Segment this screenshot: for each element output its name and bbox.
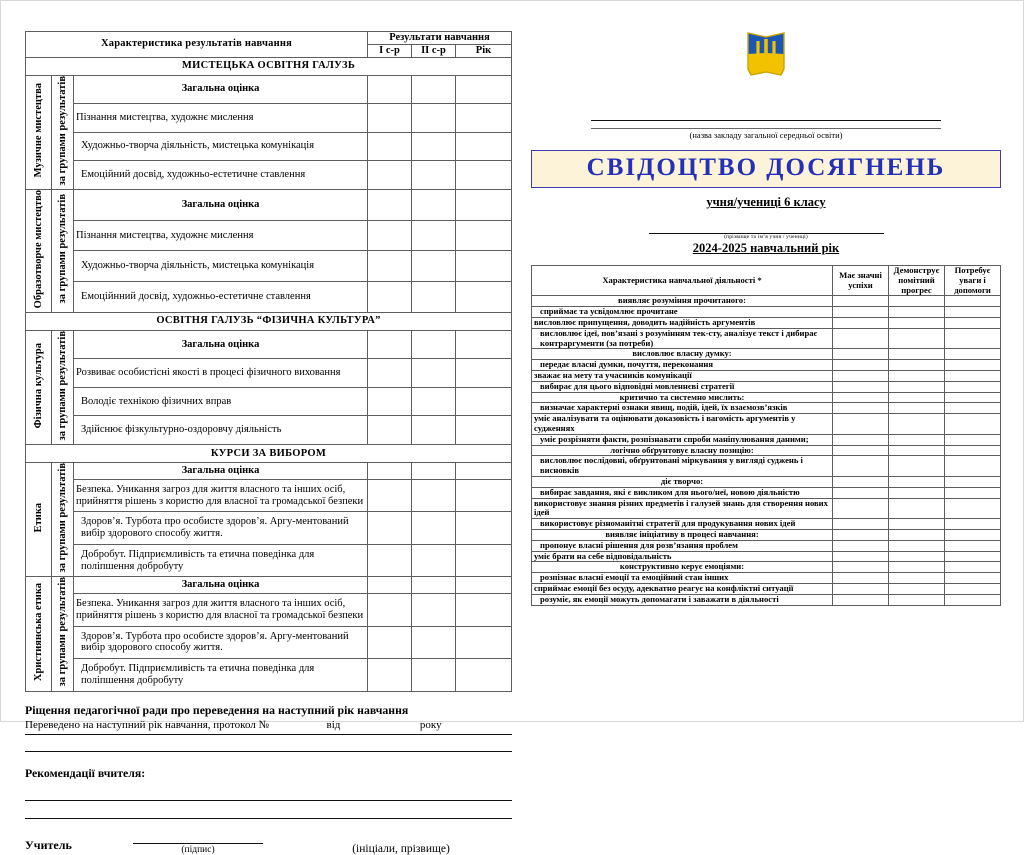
rating-progress[interactable] (889, 381, 945, 392)
overall-grade-label: Загальна оцінка (74, 330, 368, 359)
rating-high[interactable] (833, 403, 889, 414)
criterion-row (26, 659, 512, 691)
group-heading-3: логічно обґрунтовує власну позицію: (532, 445, 833, 456)
mark-term1[interactable] (367, 512, 411, 544)
rating-high[interactable] (833, 551, 889, 562)
group-cell-needs[interactable] (945, 296, 1001, 307)
criterion-row (26, 132, 512, 161)
activity-text: вибирає для цього відповідні мовленнєві стратегії (532, 381, 833, 392)
ukraine-coat-of-arms-icon (745, 29, 787, 81)
criterion-text: Володіє технікою фізичних вправ (74, 387, 368, 416)
rating-progress[interactable] (889, 434, 945, 445)
criterion-text: Художньо-творча діяльність, мистецька комунікація (74, 132, 368, 161)
section-band-row (26, 57, 512, 75)
activity-row (532, 360, 1001, 371)
group-cell-needs[interactable] (945, 476, 1001, 487)
group-heading-row (532, 392, 1001, 403)
criterion-text: Безпека. Уникання загроз для життя власного та інших осіб, прийняття рішень з користю для власної та громадської безпеки (74, 594, 368, 626)
activity-row (532, 403, 1001, 414)
learning-activity-table (531, 265, 1001, 606)
rating-needs[interactable] (945, 487, 1001, 498)
criterion-row (26, 359, 512, 388)
certificate-title: СВІДОЦТВО ДОСЯГНЕНЬ (586, 154, 946, 181)
rating-progress[interactable] (889, 519, 945, 530)
rating-needs[interactable] (945, 551, 1001, 562)
activity-text: використовує різноманітні стратегії для продукування нових ідей (532, 519, 833, 530)
column-header-2: Рік (455, 44, 511, 57)
rating-needs[interactable] (945, 573, 1001, 584)
column-header-1: II с-р (411, 44, 455, 57)
signature-line[interactable] (133, 829, 263, 844)
rating-progress[interactable] (889, 573, 945, 584)
mark-term2[interactable] (411, 220, 455, 251)
subject-name: Музичне мистецтва (26, 75, 52, 189)
group-heading-0: виявляє розуміння прочитаного: (532, 296, 833, 307)
group-cell-progress[interactable] (889, 349, 945, 360)
right-header-row (532, 266, 1001, 296)
signature-field[interactable] (133, 829, 263, 855)
student-name-caption: (прізвище та ім’я учня / учениці) (724, 234, 808, 240)
rating-high[interactable] (833, 328, 889, 349)
activity-row (532, 381, 1001, 392)
rating-needs[interactable] (945, 360, 1001, 371)
rating-progress[interactable] (889, 360, 945, 371)
activity-text: пропонує власні рішення для розв’язання проблем (532, 540, 833, 551)
mark-term1[interactable] (367, 282, 411, 313)
mark-year[interactable] (455, 416, 511, 445)
group-cell-progress[interactable] (889, 562, 945, 573)
group-heading-2: критично та системно мислить: (532, 392, 833, 403)
group-label: за групами результатів (52, 75, 74, 189)
rating-needs[interactable] (945, 594, 1001, 605)
right-page (531, 19, 1001, 709)
mark-term2[interactable] (411, 282, 455, 313)
rating-high[interactable] (833, 594, 889, 605)
mark-term2[interactable] (411, 104, 455, 133)
group-cell-progress[interactable] (889, 529, 945, 540)
rating-progress[interactable] (889, 498, 945, 519)
rating-needs[interactable] (945, 317, 1001, 328)
subject-first-row (26, 189, 512, 220)
criterion-text: Емоційнний досвід, художньо-естетичне ставлення (74, 282, 368, 313)
rating-progress[interactable] (889, 583, 945, 594)
criterion-row (26, 161, 512, 190)
decision-year-label: року (419, 718, 442, 731)
rating-high[interactable] (833, 414, 889, 435)
right-column-header-0: Має значні успіхи (833, 266, 889, 296)
activity-text: уміє розрізняти факти, розпізнавати спроби маніпулювання даними; (532, 434, 833, 445)
activity-text: уміє брати на себе відповідальність (532, 551, 833, 562)
left-page (25, 31, 512, 855)
mark-term1[interactable] (367, 416, 411, 445)
rating-progress[interactable] (889, 370, 945, 381)
section-band-row (26, 445, 512, 463)
mark-term2[interactable] (411, 161, 455, 190)
overall-grade-label: Загальна оцінка (74, 75, 368, 104)
criterion-text: Добробут. Підприємливість та етична поведінка для поліпшення добробуту (74, 544, 368, 576)
group-heading-row (532, 445, 1001, 456)
group-cell-progress[interactable] (889, 445, 945, 456)
mark-term1[interactable] (367, 359, 411, 388)
activity-row (532, 487, 1001, 498)
group-label: за групами результатів (52, 330, 74, 444)
overall-mark-year[interactable] (455, 463, 511, 480)
criterion-row (26, 626, 512, 658)
activity-text: розпізнає власні емоції та емоційний стан інших (532, 573, 833, 584)
group-heading-row (532, 562, 1001, 573)
group-label: за групами результатів (52, 577, 74, 691)
mark-year[interactable] (455, 251, 511, 282)
overall-mark-term1[interactable] (367, 189, 411, 220)
mark-term2[interactable] (411, 594, 455, 626)
group-cell-high[interactable] (833, 445, 889, 456)
decision-line-text: Переведено на наступний рік навчання, протокол № (25, 718, 270, 731)
recommendations-line-2[interactable] (25, 805, 512, 819)
recommendations-title: Рекомендації вчителя: (25, 765, 146, 780)
group-cell-progress[interactable] (889, 392, 945, 403)
group-label: за групами результатів (52, 189, 74, 312)
rating-progress[interactable] (889, 456, 945, 477)
teacher-signature-block (25, 829, 512, 855)
criterion-row (26, 220, 512, 251)
activity-row (532, 551, 1001, 562)
rating-progress[interactable] (889, 307, 945, 318)
recommendations-line-1[interactable] (25, 787, 512, 801)
group-cell-needs[interactable] (945, 392, 1001, 403)
rating-high[interactable] (833, 498, 889, 519)
table-header-row (26, 32, 512, 45)
mark-year[interactable] (455, 359, 511, 388)
mark-year[interactable] (455, 594, 511, 626)
activity-row (532, 370, 1001, 381)
rating-needs[interactable] (945, 519, 1001, 530)
mark-year[interactable] (455, 626, 511, 658)
activity-text: уміє аналізувати та оцінювати доказовість і вагомість аргументів у судженнях (532, 414, 833, 435)
right-column-header-2: Потребує уваги і допомоги (945, 266, 1001, 296)
rating-high[interactable] (833, 519, 889, 530)
mark-year[interactable] (455, 479, 511, 511)
school-caption: (назва закладу загальної середньої освіти) (689, 130, 843, 140)
activity-row (532, 456, 1001, 477)
activity-row (532, 414, 1001, 435)
group-heading-6: конструктивно керує емоціями: (532, 562, 833, 573)
subject-first-row (26, 577, 512, 594)
rating-progress[interactable] (889, 328, 945, 349)
overall-mark-term1[interactable] (367, 330, 411, 359)
criterion-row (26, 512, 512, 544)
student-name-field[interactable] (649, 221, 884, 234)
criterion-text: Художньо-творча діяльність, мистецька комунікація (74, 251, 368, 282)
activity-text: висловлює ідеї, пов’язані з розумінням тек-сту, аналізує текст і дибирає контраргументи (за потреби) (532, 328, 833, 349)
mark-year[interactable] (455, 220, 511, 251)
academic-year: 2024-2025 навчальний рік (692, 241, 840, 255)
criterion-row (26, 479, 512, 511)
criterion-row (26, 104, 512, 133)
section-band-row (26, 312, 512, 330)
mark-term1[interactable] (367, 387, 411, 416)
rating-high[interactable] (833, 370, 889, 381)
criterion-text: Пізнання мистецтва, художнє мислення (74, 220, 368, 251)
group-heading-row (532, 349, 1001, 360)
rating-progress[interactable] (889, 317, 945, 328)
subject-first-row (26, 330, 512, 359)
rating-high[interactable] (833, 540, 889, 551)
group-cell-high[interactable] (833, 349, 889, 360)
decision-protocol-line[interactable] (25, 719, 512, 735)
mark-term2[interactable] (411, 416, 455, 445)
rating-needs[interactable] (945, 540, 1001, 551)
criterion-text: Добробут. Підприємливість та етична поведінка для поліпшення добробуту (74, 659, 368, 691)
rating-high[interactable] (833, 307, 889, 318)
group-heading-row (532, 529, 1001, 540)
subject-name: Образотворче мистецтво (26, 189, 52, 312)
mark-term1[interactable] (367, 161, 411, 190)
rating-progress[interactable] (889, 594, 945, 605)
criterion-row (26, 416, 512, 445)
group-heading-4: діє творчо: (532, 476, 833, 487)
mark-year[interactable] (455, 512, 511, 544)
class-line: учня/учениці 6 класу (706, 195, 826, 209)
mark-term2[interactable] (411, 512, 455, 544)
overall-mark-term1[interactable] (367, 75, 411, 104)
group-heading-1: висловлює власну думку: (532, 349, 833, 360)
activity-row (532, 307, 1001, 318)
criterion-row (26, 387, 512, 416)
mark-term1[interactable] (367, 544, 411, 576)
school-name-underline (591, 121, 941, 129)
group-heading-row (532, 296, 1001, 307)
mark-term2[interactable] (411, 626, 455, 658)
group-heading-5: виявляє ініціативу в процесі навчання: (532, 529, 833, 540)
criterion-row (26, 251, 512, 282)
activity-row (532, 317, 1001, 328)
rating-high[interactable] (833, 487, 889, 498)
rating-high[interactable] (833, 434, 889, 445)
rating-needs[interactable] (945, 583, 1001, 594)
left-table-title: Характеристика результатів навчання (26, 32, 368, 58)
overall-mark-term2[interactable] (411, 189, 455, 220)
group-label: за групами результатів (52, 463, 74, 577)
criterion-text: Емоційний досвід, художньо-естетичне ставлення (74, 161, 368, 190)
criterion-row (26, 544, 512, 576)
subject-name: Етика (26, 463, 52, 577)
overall-mark-term2[interactable] (411, 577, 455, 594)
activity-row (532, 328, 1001, 349)
decision-from-label: від (326, 718, 341, 731)
activity-row (532, 434, 1001, 445)
mark-year[interactable] (455, 387, 511, 416)
column-header-0: I с-р (367, 44, 411, 57)
group-cell-needs[interactable] (945, 562, 1001, 573)
mark-year[interactable] (455, 104, 511, 133)
group-cell-progress[interactable] (889, 296, 945, 307)
rating-high[interactable] (833, 573, 889, 584)
activity-text: висловлює послідовні, обґрунтовані міркування у вигляді суджень і висновків (532, 456, 833, 477)
mark-term1[interactable] (367, 479, 411, 511)
overall-mark-term1[interactable] (367, 577, 411, 594)
activity-text: сприймає емоції без осуду, адекватно реагує на конфліктні ситуації (532, 583, 833, 594)
activity-text: використовує знання різних предметів і галузей знань для створення нових ідей (532, 498, 833, 519)
rating-needs[interactable] (945, 381, 1001, 392)
rating-progress[interactable] (889, 540, 945, 551)
activity-text: розуміє, як емоції можуть допомагати і заважати в діяльності (532, 594, 833, 605)
subject-first-row (26, 75, 512, 104)
group-cell-high[interactable] (833, 392, 889, 403)
rating-needs[interactable] (945, 456, 1001, 477)
group-cell-progress[interactable] (889, 476, 945, 487)
group-cell-high[interactable] (833, 296, 889, 307)
rating-needs[interactable] (945, 307, 1001, 318)
rating-progress[interactable] (889, 551, 945, 562)
results-header: Результати навчання (367, 32, 511, 45)
activity-text: сприймає та усвідомлює прочитане (532, 307, 833, 318)
mark-term2[interactable] (411, 659, 455, 691)
rating-needs[interactable] (945, 414, 1001, 435)
group-cell-needs[interactable] (945, 349, 1001, 360)
rating-high[interactable] (833, 317, 889, 328)
activity-row (532, 498, 1001, 519)
mark-year[interactable] (455, 544, 511, 576)
overall-mark-term2[interactable] (411, 330, 455, 359)
activity-row (532, 573, 1001, 584)
group-cell-high[interactable] (833, 529, 889, 540)
overall-grade-label: Загальна оцінка (74, 577, 368, 594)
criterion-text: Здоров’я. Турбота про особисте здоров’я. Аргу-ментований вибір здорового способу життя. (74, 512, 368, 544)
group-heading-row (532, 476, 1001, 487)
subject-first-row (26, 463, 512, 480)
overall-grade-label: Загальна оцінка (74, 189, 368, 220)
teacher-label: Учитель (25, 837, 72, 852)
rating-high[interactable] (833, 360, 889, 371)
group-cell-needs[interactable] (945, 529, 1001, 540)
rating-high[interactable] (833, 456, 889, 477)
teacher-name-caption: (ініціали, прізвище) (352, 842, 450, 855)
rating-progress[interactable] (889, 403, 945, 414)
overall-mark-term1[interactable] (367, 463, 411, 480)
section-band-0: МИСТЕЦЬКА ОСВІТНЯ ГАЛУЗЬ (26, 57, 512, 75)
rating-progress[interactable] (889, 414, 945, 435)
overall-mark-term2[interactable] (411, 75, 455, 104)
mark-term2[interactable] (411, 479, 455, 511)
mark-term1[interactable] (367, 626, 411, 658)
teacher-name-field[interactable] (321, 843, 481, 855)
signature-caption: (підпис) (181, 844, 215, 855)
activity-row (532, 583, 1001, 594)
mark-year[interactable] (455, 132, 511, 161)
overall-mark-year[interactable] (455, 330, 511, 359)
emblem-container (531, 29, 1001, 81)
rating-needs[interactable] (945, 403, 1001, 414)
rating-needs[interactable] (945, 370, 1001, 381)
activity-text: визначає характерні ознаки явищ, подій, ідей, їх взаємозв’язків (532, 403, 833, 414)
activity-text: зважає на мету та учасників комунікації (532, 370, 833, 381)
section-band-1: ОСВІТНЯ ГАЛУЗЬ “ФІЗИЧНА КУЛЬТУРА” (26, 312, 512, 330)
rating-high[interactable] (833, 381, 889, 392)
mark-term2[interactable] (411, 132, 455, 161)
mark-year[interactable] (455, 659, 511, 691)
certificate-banner (531, 150, 1001, 188)
mark-term2[interactable] (411, 359, 455, 388)
pedagogical-decision-block (25, 703, 512, 855)
rating-high[interactable] (833, 583, 889, 594)
rating-needs[interactable] (945, 328, 1001, 349)
overall-mark-year[interactable] (455, 577, 511, 594)
overall-grade-label: Загальна оцінка (74, 463, 368, 480)
mark-term1[interactable] (367, 251, 411, 282)
criterion-row (26, 282, 512, 313)
overall-mark-year[interactable] (455, 189, 511, 220)
right-column-header-1: Демонструє помітний прогрес (889, 266, 945, 296)
decision-blank-line[interactable] (25, 738, 512, 752)
activity-text: передає власні думки, почуття, переконання (532, 360, 833, 371)
activity-row (532, 540, 1001, 551)
overall-mark-term2[interactable] (411, 463, 455, 480)
subject-name: Християнська етика (26, 577, 52, 691)
learning-results-table (25, 31, 512, 692)
criterion-row (26, 594, 512, 626)
group-cell-high[interactable] (833, 476, 889, 487)
criterion-text: Пізнання мистецтва, художнє мислення (74, 104, 368, 133)
mark-term1[interactable] (367, 594, 411, 626)
mark-term1[interactable] (367, 132, 411, 161)
criterion-text: Здоров’я. Турбота про особисте здоров’я. Аргу-ментований вибір здорового способу життя. (74, 626, 368, 658)
overall-mark-year[interactable] (455, 75, 511, 104)
decision-title: Ріщення педагогічної ради про переведення на наступний рік навчання (25, 702, 409, 717)
activity-text: вибирає завдання, які є викликом для нього/неї, новою діяльністю (532, 487, 833, 498)
rating-needs[interactable] (945, 434, 1001, 445)
right-table-title: Характеристика навчальної діяльності * (532, 266, 833, 296)
mark-term1[interactable] (367, 104, 411, 133)
subject-name: Фізична культура (26, 330, 52, 444)
section-band-2: КУРСИ ЗА ВИБОРОМ (26, 445, 512, 463)
mark-term2[interactable] (411, 251, 455, 282)
criterion-text: Розвиває особистісні якості в процесі фізичного виховання (74, 359, 368, 388)
activity-row (532, 594, 1001, 605)
rating-progress[interactable] (889, 487, 945, 498)
mark-term2[interactable] (411, 387, 455, 416)
mark-year[interactable] (455, 282, 511, 313)
mark-term1[interactable] (367, 220, 411, 251)
group-cell-needs[interactable] (945, 445, 1001, 456)
mark-term2[interactable] (411, 544, 455, 576)
mark-term1[interactable] (367, 659, 411, 691)
school-name-field[interactable] (591, 103, 941, 121)
activity-text: висловлює припущення, доводить надійність аргументів (532, 317, 833, 328)
rating-needs[interactable] (945, 498, 1001, 519)
activity-row (532, 519, 1001, 530)
criterion-text: Здійснює фізкультурно-оздоровчу діяльність (74, 416, 368, 445)
group-cell-high[interactable] (833, 562, 889, 573)
criterion-text: Безпека. Уникання загроз для життя власного та інших осіб, прийняття рішень з користю для власної та громадської безпеки (74, 479, 368, 511)
mark-year[interactable] (455, 161, 511, 190)
